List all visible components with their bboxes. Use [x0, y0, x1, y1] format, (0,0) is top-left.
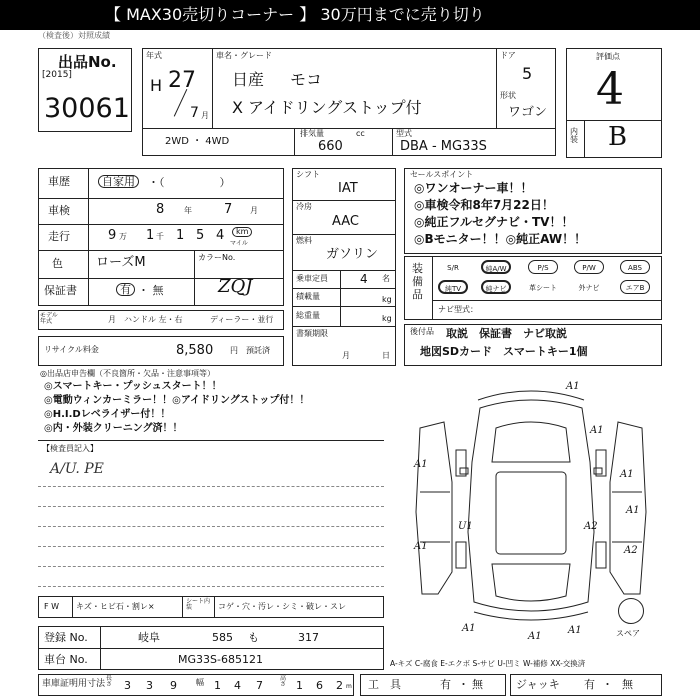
ac-label: 冷房 [296, 202, 312, 211]
damage-mark: A1 [590, 425, 604, 436]
load-unit: kg [382, 295, 392, 304]
model-code: DBA - MG33S [400, 139, 487, 154]
month-unit: 月 [201, 111, 209, 120]
jack-no: 無 [622, 678, 633, 691]
equip-tv: 純TV [438, 280, 468, 294]
recycle-unit: 円 [230, 346, 238, 355]
displacement: 660 [318, 139, 343, 154]
drive: 2WD ・ 4WD [165, 136, 230, 147]
accessories-label: 後付品 [410, 327, 434, 336]
displacement-label: 排気量 [300, 129, 324, 138]
sales-point: ◎ワンオーナー車！！ [414, 181, 533, 195]
model-year-label: モデル年式 [40, 312, 58, 325]
registration-kana: も [248, 631, 259, 644]
spare-tire-icon [618, 598, 644, 624]
inspector-label: 【検査員記入】 [42, 444, 98, 453]
cert-h-1: 1 [296, 679, 303, 692]
damage-mark: A1 [626, 505, 640, 516]
tools-sep: ・ [458, 678, 469, 691]
name-label: 車名・グレード [216, 51, 272, 60]
damage-mark: U1 [458, 521, 473, 532]
equip-ps: P/S [528, 260, 558, 274]
registration-pref: 岐阜 [138, 631, 160, 644]
year: 27 [168, 68, 196, 93]
history-label: 車歴 [48, 175, 70, 188]
shape: ワゴン [508, 105, 548, 120]
mileage-unit-1: 万 [119, 232, 127, 241]
weight-unit: kg [382, 314, 392, 323]
doors-label: ドア [500, 51, 516, 60]
month: 7 [190, 105, 199, 121]
equip-ext-navi: 外ナビ [578, 284, 600, 292]
registration-label: 登録 No. [44, 631, 88, 644]
tools-no: 無 [472, 678, 483, 691]
mileage-digit-3: 1 [176, 228, 185, 243]
cert-h-3: 2 [336, 679, 343, 692]
cert-w-3: 7 [256, 679, 263, 692]
cert-h-2: 6 [316, 679, 323, 692]
accessories-line1: 取説 保証書 ナビ取説 [446, 327, 567, 340]
inspector-note: A/U. PE [50, 461, 104, 477]
grade-label: 評価点 [596, 52, 620, 61]
equip-sr: S/R [447, 264, 459, 272]
equip-navi: 純ナビ [481, 280, 511, 294]
doc-label: 書類期限 [296, 329, 328, 338]
banner-text: 【 MAX30売切りコーナー 】 30万円までに売り切り [105, 5, 485, 24]
damage-mark: A2 [624, 545, 638, 556]
cert-l-label: 長さ [106, 675, 113, 688]
mileage-label: 走行 [48, 230, 70, 243]
weight-label: 総重量 [296, 311, 320, 320]
warranty-yes: 有 [116, 283, 135, 296]
model-name: モコ [290, 70, 323, 89]
jack-sep: ・ [602, 678, 613, 691]
shift: IAT [338, 181, 358, 196]
fuel-label: 燃料 [296, 236, 312, 245]
damage-mark: A1 [620, 469, 634, 480]
damage-mark: A1 [528, 631, 542, 642]
history-bracket: ・（ ） [148, 176, 231, 189]
handle: ハンドル 左・右 [124, 315, 183, 324]
tools-label: 工 具 [368, 678, 401, 691]
form-type: （検査後）対照成績 [38, 31, 110, 40]
dealer: ディーラー・並行 [210, 315, 274, 324]
mileage-digit-2: 1 [146, 228, 155, 243]
color: ローズM [96, 255, 146, 270]
seat-text: コゲ・穴・汚レ・シミ・破レ・スレ [218, 602, 346, 611]
inspection-month: 7 [224, 202, 233, 217]
inspection-month-unit: 月 [250, 206, 258, 215]
fw-label: F W [44, 602, 60, 611]
dealer-note: ◎内・外装クリーニング済！！ [44, 423, 183, 434]
mileage-km: km [232, 227, 252, 237]
dealer-notes-label: ◎出品店申告欄（不良箇所・欠品・注意事項等） [40, 369, 215, 378]
equip-abs: ABS [620, 260, 650, 274]
inspection-label: 車検 [48, 204, 70, 217]
cert-w-2: 4 [234, 679, 241, 692]
equip-airbag: エアB [620, 280, 650, 294]
car-diagram [400, 372, 662, 634]
damage-mark: A1 [566, 381, 580, 392]
year-label: 年式 [146, 51, 162, 60]
chassis-label: 車台 No. [44, 653, 88, 666]
interior-label: 内装 [570, 127, 578, 144]
equip-alloy: 純A/W [481, 260, 511, 274]
equipment-label: 装備品 [412, 262, 423, 301]
history-value: 自家用 [98, 175, 139, 188]
mileage-digit-4: 5 [196, 228, 205, 243]
recycle-label: リサイクル料金 [44, 345, 99, 354]
dealer-note: ◎H.I.Dレベライザー付！！ [44, 409, 171, 420]
spare-label: スペア [616, 629, 640, 638]
navi-label: ナビ型式： [438, 305, 478, 314]
dealer-note: ◎電動ウィンカーミラー！！◎アイドリングストップ付！！ [44, 395, 310, 406]
mileage-mile: マイル [230, 240, 248, 247]
color-no: ZQJ [218, 276, 253, 297]
capacity: 4 [360, 272, 368, 286]
interior-grade: B [608, 122, 628, 152]
accessories-line2: 地図SDカード スマートキー1個 [420, 345, 588, 358]
ac: AAC [332, 214, 359, 229]
registration-num1: 585 [212, 631, 233, 644]
damage-legend: A-キズ C-腐食 E-エクボ S-サビ U-凹ミ W-補修 XX-交換済 [390, 659, 586, 668]
sales-point: ◎車検令和8年7月22日！ [414, 198, 554, 212]
lot-year-tag: [2015] [42, 70, 72, 80]
model-year-month: 月 [108, 315, 116, 324]
cert-l-2: 3 [146, 679, 153, 692]
color-no-label: カラーNo. [198, 253, 236, 262]
damage-mark: A1 [462, 623, 476, 634]
cert-unit: m [346, 683, 352, 690]
seat-label: シート内装 [186, 598, 211, 611]
capacity-unit: 名 [382, 274, 390, 283]
sales-point: ◎Bモニター！！◎純正AW！！ [414, 232, 587, 246]
fuel: ガソリン [326, 247, 379, 262]
shape-label: 形状 [500, 91, 516, 100]
recycle-amount: 8,580 [176, 343, 214, 358]
damage-mark: A1 [414, 541, 428, 552]
doc-month: 月 [342, 351, 350, 360]
cert-w-1: 1 [214, 679, 221, 692]
inspection-year: 8 [156, 202, 165, 217]
shift-label: シフト [296, 170, 320, 179]
doors: 5 [522, 64, 533, 83]
recycle-note: 預託済 [246, 346, 270, 355]
era: H [150, 76, 163, 95]
load-label: 積載量 [296, 292, 320, 301]
chassis-value: MG33S-685121 [178, 653, 263, 666]
color-label: 色 [52, 257, 63, 270]
mileage-digit-5: 4 [216, 228, 225, 243]
fw-text: キズ・ヒビ石・割レ× [76, 602, 155, 611]
sales-point: ◎純正フルセグナビ・TV！！ [414, 215, 574, 229]
damage-mark: A1 [568, 625, 582, 636]
cert-w-label: 幅 [196, 678, 204, 687]
lot-label: 出品No. [58, 53, 117, 71]
sales-points-label: セールスポイント [410, 170, 474, 179]
inspection-year-unit: 年 [184, 206, 192, 215]
mileage-unit-2: 千 [156, 232, 164, 241]
displacement-unit: cc [356, 129, 365, 138]
grade: X アイドリングストップ付 [232, 98, 422, 117]
cert-h-label: 高さ [280, 675, 287, 688]
cert-label: 車庫証明用寸法 [42, 679, 106, 689]
maker: 日産 [232, 70, 265, 89]
warranty-label: 保証書 [44, 284, 77, 297]
cert-l-3: 9 [170, 679, 177, 692]
capacity-label: 乗車定員 [296, 274, 328, 283]
grade-score: 4 [596, 64, 624, 115]
warranty-no: ・ 無 [138, 284, 164, 297]
registration-num2: 317 [298, 631, 319, 644]
type-label: 型式 [396, 129, 412, 138]
equip-pw: P/W [574, 260, 604, 274]
doc-day: 日 [382, 351, 390, 360]
mileage-digit-1: 9 [108, 228, 117, 243]
tools-yes: 有 [440, 678, 451, 691]
cert-l-1: 3 [124, 679, 131, 692]
damage-mark: A1 [414, 459, 428, 470]
equip-leather: 革シート [529, 284, 557, 292]
dealer-note: ◎スマートキー・プッシュスタート！！ [44, 381, 222, 392]
jack-label: ジャッキ [516, 678, 560, 691]
lot-number: 30061 [44, 93, 130, 124]
jack-yes: 有 [584, 678, 595, 691]
damage-mark: A2 [584, 521, 598, 532]
